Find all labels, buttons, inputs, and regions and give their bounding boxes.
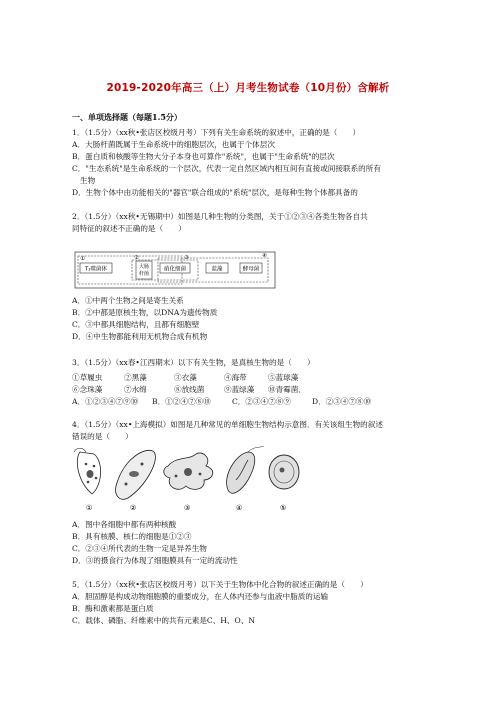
cell-4-drawing [227,446,264,493]
organism-label: 杆菌 [138,271,150,277]
group-marker: ② [134,255,139,261]
q3-item: ①草履虫 [72,373,103,382]
classification-diagram [74,250,276,290]
q3-item: ⑧放线菌 [174,385,205,394]
q5-option-a: A．胆固醇是构成动物细胞膜的重要成分，在人体内还参与血液中脂质的运输 [72,592,329,601]
q3-item: ⑩青霉菌． [268,385,306,394]
q5-option-c: C．载体、磷脂、纤维素中的共有元素是C、H、O、N [72,616,255,625]
q1-stem: 1．（1.5分）（xx秋•张店区校级月考）下列有关生命系统的叙述中，正确的是（ ） [72,128,361,137]
q2-stem: 2．（1.5分）（xx秋•无锡期中）如图是几种生物的分类图，关于①②③④各类生物各自共 [72,212,368,221]
q4-option-c: C．②③④所代表的生物一定是异养生物 [72,544,207,553]
section-heading: 一、单项选择题（每题1.5分） [72,112,182,122]
cell-label: ① [86,504,93,512]
group-marker: ③ [184,255,189,261]
q1-option-c: C．"生态系统"是生命系统的一个层次，代表一定自然区域内相互间有直接或间接联系的所有 [72,164,381,173]
q2-option-b: B．②中都是原核生物，以DNA为遗传物质 [72,308,218,317]
q1-option-b: B．蛋白质和核酸等生物大分子本身也可算作"系统"，也属于"生命系统"的层次 [72,152,335,161]
document-title: 2019-2020年高三（上）月考生物试卷（10月份）含解析 [106,82,390,94]
q2-option-a: A．①中两个生物之间是寄生关系 [72,296,184,305]
group-marker: ① [80,256,85,262]
q4-option-a: A．图中各细胞中都有两种核酸 [72,520,177,529]
q1-option-d: D．生物个体中由功能相关的"器官"联合组成的"系统"层次，是每种生物个体都具备的 [72,188,358,197]
q5-stem: 5．（1.5分）（xx秋•张店区校级月考）以下关于生物体中化合物的叙述正确的是（ ） [72,580,368,589]
q3-item: ⑦水绵 [124,385,147,394]
q4-option-b: B．具有核膜、核仁的细胞是①②③ [72,532,192,541]
q3-item: ⑤蓝球藻 [268,373,299,382]
q2-stem-cont: 同特征的叙述不正确的是（ ） [72,224,186,233]
organism-label: 大肠 [138,264,150,270]
organism-label: 蓝藻 [211,266,223,273]
q3-item: ③衣藻 [174,373,197,382]
q4-stem: 4．（1.5分）（xx•上海模拟）如图是几种常见的单细胞生物结构示意图．有关该组生物的叙述 [72,420,383,429]
cell-1-drawing [74,448,101,494]
q3-option-b: B．①②④⑦⑧⑩ [152,397,211,406]
q3-item: ②黑藻 [124,373,147,382]
q3-item: ⑨蓝绿藻 [224,385,255,394]
q3-stem: 3．（1.5分）（xx春•江西期末）以下有关生物，是真核生物的是（ ） [72,358,315,367]
q3-option-a: A．①②③④⑦⑨⑩ [72,397,139,406]
q3-option-d: D．②③④⑦⑧⑩ [312,397,372,406]
cell-2-drawing [116,450,156,499]
q2-option-d: D．④中生物都能利用无机物合成有机物 [72,332,208,341]
q4-stem-cont: 错误的是（ ） [72,432,133,441]
cell-5-drawing [269,455,299,489]
q4-option-d: D．③的摄食行为体现了细胞膜具有一定的流动性 [72,556,238,565]
q1-option-a: A．大肠杆菌既属于生命系统中的细胞层次，也属于个体层次 [72,140,275,149]
q3-item: ④海带 [224,373,247,382]
cell-label: ⑤ [280,504,287,512]
q1-option-c-cont: 生物 [80,176,96,185]
cell-structure-figure [72,446,304,514]
group-marker: ④ [262,253,267,259]
organism-label: T₂噬菌体 [84,266,108,273]
cell-label: ④ [236,504,243,512]
q5-option-b: B．酶和激素都是蛋白质 [72,604,154,613]
cell-label: ② [130,504,137,512]
organism-label: 硝化细菌 [163,266,187,273]
cell-label: ③ [184,504,191,512]
q3-option-c: C．②③④⑦⑧⑨ [232,397,291,406]
organism-label: 酵母菌 [242,266,260,273]
q2-option-c: C．③中都具细胞结构，且都有细胞壁 [72,320,200,329]
cell-3-drawing [164,453,213,489]
q3-item: ⑥念珠藻 [72,385,103,394]
